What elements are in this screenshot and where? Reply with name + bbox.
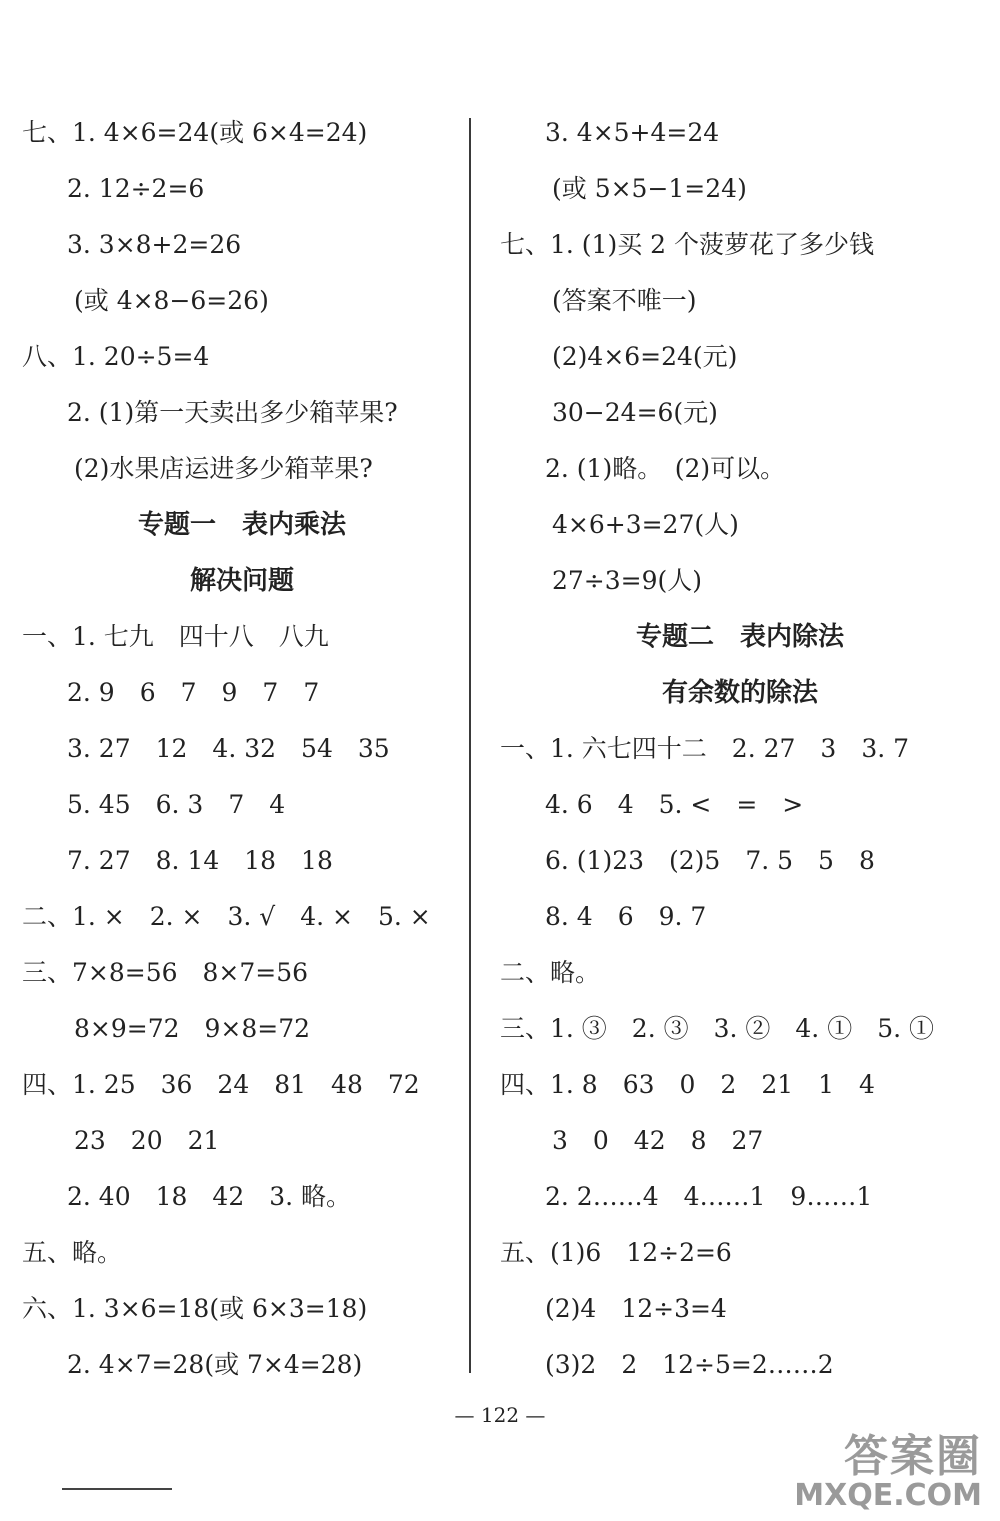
answer-line: 一、1. 七九 四十八 八九 bbox=[22, 622, 329, 651]
answer-line: 七、1. 4×6=24(或 6×4=24) bbox=[22, 118, 368, 147]
answer-line: 3. 3×8+2=26 bbox=[67, 230, 242, 259]
answer-line: 3 0 42 8 27 bbox=[552, 1126, 764, 1155]
answer-line: 三、1. ③ 2. ③ 3. ② 4. ① 5. ① bbox=[500, 1014, 934, 1043]
answer-line: 八、1. 20÷5=4 bbox=[22, 342, 210, 371]
answer-line: 23 20 21 bbox=[74, 1126, 220, 1155]
answer-line: 2. 12÷2=6 bbox=[67, 174, 205, 203]
page-number: — 122 — bbox=[454, 1403, 546, 1427]
answer-line: 8. 4 6 9. 7 bbox=[545, 902, 707, 931]
section-heading: 专题一 表内乘法 bbox=[137, 510, 346, 540]
answer-line: 2. (1)略。 (2)可以。 bbox=[545, 454, 786, 483]
answer-line: (2)4 12÷3=4 bbox=[545, 1294, 727, 1323]
answer-line: 30−24=6(元) bbox=[552, 398, 718, 427]
answer-line: 五、略。 bbox=[22, 1238, 123, 1267]
answer-line: 2. 2……4 4……1 9……1 bbox=[545, 1182, 873, 1211]
answer-line: 4×6+3=27(人) bbox=[552, 510, 739, 539]
answer-line: 六、1. 3×6=18(或 6×3=18) bbox=[22, 1294, 368, 1323]
answer-line: (答案不唯一) bbox=[552, 286, 697, 315]
answer-line: 3. 4×5+4=24 bbox=[545, 118, 720, 147]
section-heading: 专题二 表内除法 bbox=[635, 622, 844, 652]
column-divider bbox=[469, 118, 471, 1373]
answer-line: (2)4×6=24(元) bbox=[552, 342, 738, 371]
answer-line: 3. 27 12 4. 32 54 35 bbox=[67, 734, 390, 763]
answer-line: 四、1. 25 36 24 81 48 72 bbox=[22, 1070, 420, 1099]
answer-line: 二、略。 bbox=[500, 958, 601, 987]
answer-line: 四、1. 8 63 0 2 21 1 4 bbox=[500, 1070, 875, 1099]
answer-line: 8×9=72 9×8=72 bbox=[74, 1014, 311, 1043]
answer-line: 5. 45 6. 3 7 4 bbox=[67, 790, 286, 819]
answer-line: 6. (1)23 (2)5 7. 5 5 8 bbox=[545, 846, 875, 875]
answer-line: (2)水果店运进多少箱苹果? bbox=[74, 454, 373, 483]
answer-line: 2. 4×7=28(或 7×4=28) bbox=[67, 1350, 363, 1379]
answer-line: 二、1. × 2. × 3. √ 4. × 5. × bbox=[22, 902, 431, 931]
watermark-url: MXQE.COM bbox=[794, 1478, 982, 1513]
watermark-text: 答案圈 bbox=[844, 1431, 982, 1482]
answer-line: 7. 27 8. 14 18 18 bbox=[67, 846, 333, 875]
answer-line: 2. 40 18 42 3. 略。 bbox=[67, 1182, 352, 1211]
answer-line: 4. 6 4 5. < = > bbox=[545, 790, 804, 819]
answer-line: 五、(1)6 12÷2=6 bbox=[500, 1238, 732, 1267]
answer-line: 三、7×8=56 8×7=56 bbox=[22, 958, 309, 987]
answer-line: 一、1. 六七四十二 2. 27 3 3. 7 bbox=[500, 734, 910, 763]
watermark-logo bbox=[740, 1420, 990, 1515]
answer-line: (或 5×5−1=24) bbox=[552, 174, 747, 203]
answer-line: (或 4×8−6=26) bbox=[74, 286, 269, 315]
footnote-rule bbox=[62, 1488, 172, 1490]
section-subheading: 有余数的除法 bbox=[661, 678, 818, 708]
answer-line: 2. (1)第一天卖出多少箱苹果? bbox=[67, 398, 398, 427]
answer-line: 27÷3=9(人) bbox=[552, 566, 703, 595]
answer-line: 2. 9 6 7 9 7 7 bbox=[67, 678, 320, 707]
answer-line: 七、1. (1)买 2 个菠萝花了多少钱 bbox=[500, 230, 875, 259]
answer-line: (3)2 2 12÷5=2……2 bbox=[545, 1350, 834, 1379]
section-subheading: 解决问题 bbox=[189, 566, 294, 596]
